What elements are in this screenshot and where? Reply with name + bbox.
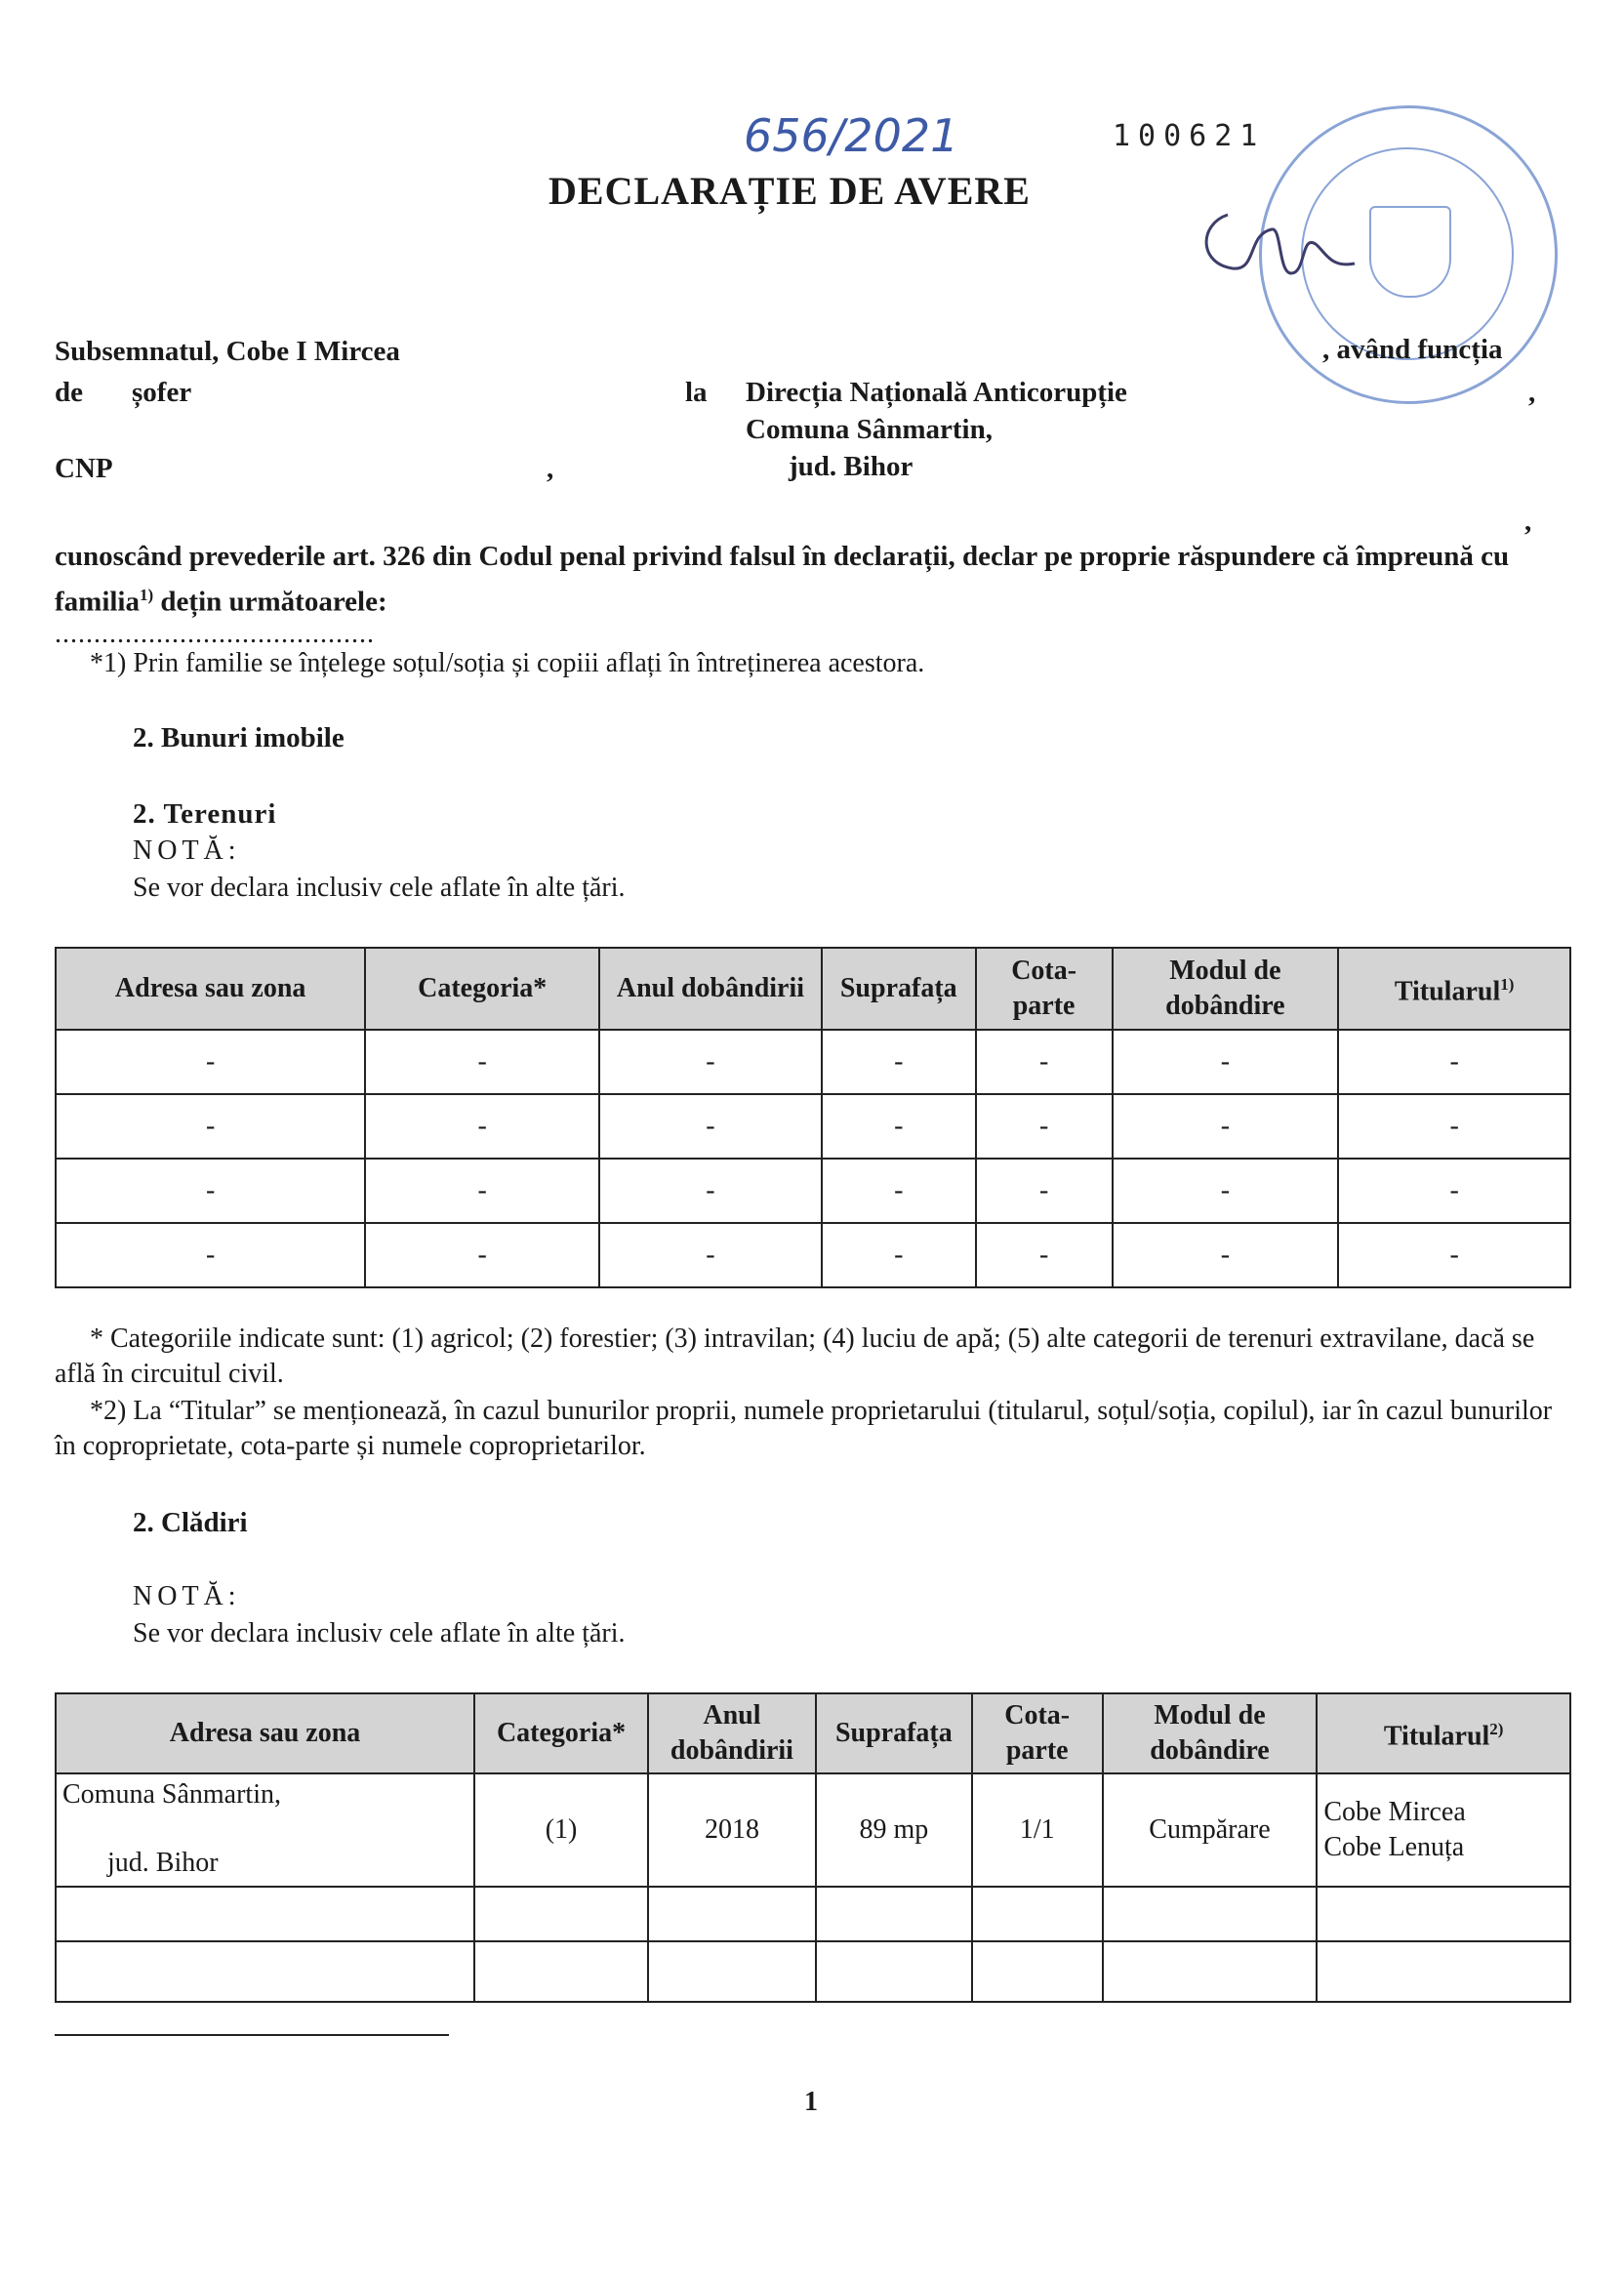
institution-name: Direcția Națională Anticorupție	[746, 377, 1127, 408]
document-title: DECLARAȚIE DE AVERE	[548, 169, 1031, 213]
la-label: la	[685, 377, 708, 408]
owner-footnote-marker: 2)	[1489, 1720, 1504, 1739]
col-header-owner	[1338, 948, 1570, 1030]
table-cell	[816, 1941, 972, 2002]
table-row	[56, 1773, 1570, 1887]
section-land: 2. Terenuri	[133, 798, 277, 830]
table-cell: -	[599, 1159, 822, 1223]
intro-paragraph	[55, 537, 1577, 622]
table-cell: -	[822, 1030, 976, 1094]
table-cell: -	[365, 1030, 599, 1094]
table-cell	[972, 1887, 1103, 1941]
table-cell	[648, 1887, 816, 1941]
col-header-year: Anul dobândirii	[599, 948, 822, 1030]
col-header-share: Cota-parte	[976, 948, 1113, 1030]
section-immovable-goods: 2. Bunuri imobile	[133, 722, 345, 753]
intro-text-end: dețin următoarele:	[153, 586, 387, 618]
table-cell: -	[599, 1223, 822, 1287]
table-cell	[56, 1941, 474, 2002]
table-header-row	[56, 1693, 1570, 1773]
comma-mark: ,	[1524, 506, 1532, 537]
table-row	[56, 1941, 1570, 2002]
table-cell: -	[1338, 1094, 1570, 1159]
table-row	[56, 1030, 1570, 1094]
col-header-category: Categoria*	[474, 1693, 648, 1773]
table-cell	[1103, 1941, 1318, 2002]
table-cell: -	[1338, 1159, 1570, 1223]
table-cell	[1317, 1887, 1570, 1941]
table-cell: -	[56, 1030, 365, 1094]
table-cell: -	[56, 1094, 365, 1159]
table-cell: -	[976, 1223, 1113, 1287]
surface-cell: 89 mp	[816, 1773, 972, 1887]
col-header-owner	[1317, 1693, 1570, 1773]
address-line-2: jud. Bihor	[107, 1848, 219, 1878]
address-line-1: Comuna Sânmartin,	[746, 414, 993, 445]
table-cell: -	[599, 1030, 822, 1094]
col-header-surface: Suprafața	[822, 948, 976, 1030]
table-cell: -	[1113, 1159, 1339, 1223]
table-cell	[474, 1941, 648, 2002]
category-cell: (1)	[474, 1773, 648, 1887]
table-header-row	[56, 948, 1570, 1030]
table-cell: -	[365, 1159, 599, 1223]
handwritten-registration-number: 656/2021	[744, 109, 959, 162]
table-cell: -	[1113, 1030, 1339, 1094]
table-cell: -	[365, 1094, 599, 1159]
comma-mark: ,	[547, 453, 554, 484]
signature-mark	[1189, 176, 1384, 293]
owner-header-text: Titularul	[1383, 1721, 1490, 1752]
nota-text: Se vor declara inclusiv cele aflate în alte țări.	[133, 873, 626, 903]
owner-name-2: Cobe Lenuța	[1323, 1832, 1465, 1862]
table-cell	[474, 1887, 648, 1941]
share-cell: 1/1	[972, 1773, 1103, 1887]
table-cell	[1103, 1887, 1318, 1941]
nota-label: NOTĂ:	[133, 835, 241, 866]
acquisition-mode-cell: Cumpărare	[1103, 1773, 1318, 1887]
owner-header-text: Titularul	[1394, 976, 1501, 1007]
address-line-2: jud. Bihor	[789, 451, 914, 482]
table-cell	[816, 1887, 972, 1941]
table-cell: -	[976, 1094, 1113, 1159]
function-value: șofer	[132, 377, 192, 408]
owner-name-1: Cobe Mircea	[1323, 1797, 1466, 1827]
land-table	[55, 947, 1571, 1288]
nota-text: Se vor declara inclusiv cele aflate în alte țări.	[133, 1618, 626, 1649]
table-row	[56, 1094, 1570, 1159]
table-cell: -	[599, 1094, 822, 1159]
col-header-category: Categoria*	[365, 948, 599, 1030]
table-cell: -	[822, 1159, 976, 1223]
dotted-line: .........................................	[55, 619, 375, 649]
declarant-name: Subsemnatul, Cobe I Mircea	[55, 336, 400, 367]
function-label: , având funcția	[1322, 334, 1503, 365]
table-cell	[648, 1941, 816, 2002]
table-cell: -	[56, 1223, 365, 1287]
col-header-acquisition-mode: Modul de dobândire	[1113, 948, 1339, 1030]
footnote-separator	[55, 2034, 449, 2036]
table-cell: -	[365, 1223, 599, 1287]
cnp-label: CNP	[55, 453, 113, 484]
table-cell: -	[1338, 1030, 1570, 1094]
col-header-share: Cota-parte	[972, 1693, 1103, 1773]
table-cell: -	[822, 1223, 976, 1287]
table-row	[56, 1887, 1570, 1941]
address-cell	[56, 1773, 474, 1887]
nota-label: NOTĂ:	[133, 1581, 241, 1611]
year-cell: 2018	[648, 1773, 816, 1887]
intro-footnote-marker: 1)	[140, 586, 154, 604]
table-row	[56, 1223, 1570, 1287]
col-header-year: Anul dobândirii	[648, 1693, 816, 1773]
registration-stamp-number: 100621	[1113, 119, 1266, 153]
table-cell	[1317, 1941, 1570, 2002]
col-header-address: Adresa sau zona	[56, 1693, 474, 1773]
table-cell: -	[822, 1094, 976, 1159]
col-header-surface: Suprafața	[816, 1693, 972, 1773]
table-cell: -	[976, 1159, 1113, 1223]
table-cell: -	[976, 1030, 1113, 1094]
table-row	[56, 1159, 1570, 1223]
table-cell	[56, 1887, 474, 1941]
intro-text: cunoscând prevederile art. 326 din Codul penal privind falsul în declarații, declar pe proprie răspundere că împreună cu familia	[55, 541, 1510, 618]
de-label: de	[55, 377, 83, 408]
table-cell: -	[1338, 1223, 1570, 1287]
owner-footnote-marker: 1)	[1500, 975, 1515, 995]
page-number: 1	[804, 2087, 818, 2117]
table-cell: -	[1113, 1223, 1339, 1287]
owner-cell	[1317, 1773, 1570, 1887]
buildings-table	[55, 1692, 1571, 2003]
table-cell	[972, 1941, 1103, 2002]
address-line-1: Comuna Sânmartin,	[62, 1779, 281, 1810]
comma-mark: ,	[1528, 377, 1536, 408]
table-cell: -	[56, 1159, 365, 1223]
col-header-address: Adresa sau zona	[56, 948, 365, 1030]
table-cell: -	[1113, 1094, 1339, 1159]
col-header-acquisition-mode: Modul de dobândire	[1103, 1693, 1318, 1773]
section-buildings: 2. Clădiri	[133, 1507, 248, 1538]
note-owner: *2) La “Titular” se menționează, în cazul bunurilor proprii, numele proprietarului (titularul, soțul/soția, copilul), iar în cazul bunurilor în coproprietate, cota-parte și numele coproprietarilor.	[55, 1396, 1553, 1461]
note-categories: * Categoriile indicate sunt: (1) agricol; (2) forestier; (3) intravilan; (4) luciu de apă; (5) alte categorii de terenuri extravilane, dacă se află în circuitul civil.	[55, 1323, 1535, 1389]
footnote-family: *1) Prin familie se înțelege soțul/soția și copiii aflați în întreținerea acestora.	[90, 648, 925, 678]
